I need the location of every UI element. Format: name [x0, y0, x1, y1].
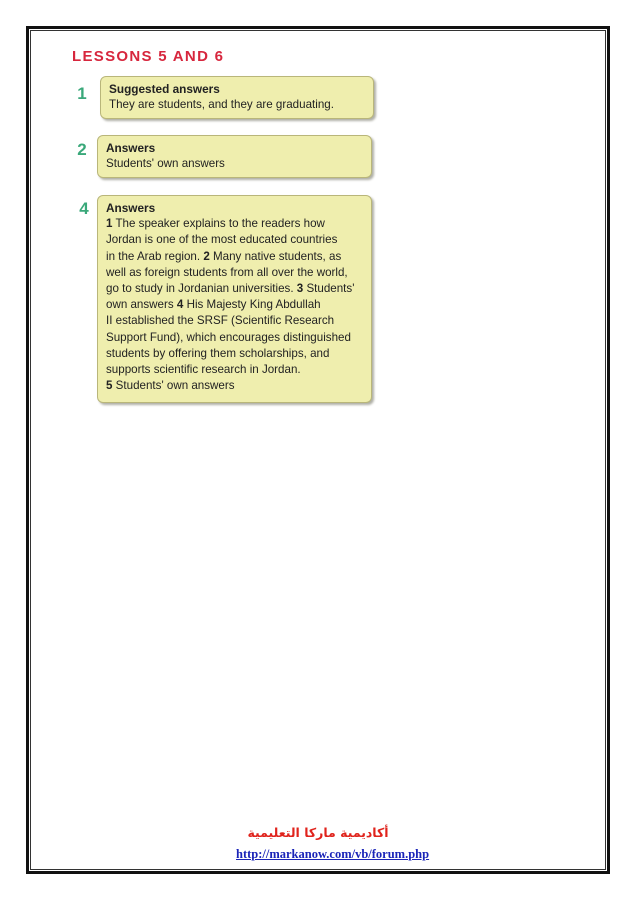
- answer-text: Many native students, as: [209, 249, 342, 263]
- sub-answer-number: 2: [203, 249, 210, 263]
- answer-line: students by offering them scholarships, and: [106, 346, 330, 360]
- sub-answer-number: 3: [296, 282, 304, 296]
- item-number-1: 1: [77, 84, 87, 103]
- answer-line: They are students, and they are graduating.: [109, 98, 334, 112]
- answer-line: Students' own answers: [106, 157, 225, 171]
- sub-answer-number: 5: [106, 379, 113, 393]
- answer-text: Students': [303, 282, 355, 296]
- answer-line: supports scientific research in Jordan.: [106, 363, 301, 377]
- answer-heading-2: Answers: [106, 141, 156, 155]
- answer-box-2: [97, 135, 372, 178]
- answer-line: Support Fund), which encourages distinguished: [106, 330, 351, 344]
- footer-forum-link[interactable]: http://markanow.com/vb/forum.php: [236, 847, 430, 861]
- answer-heading-1: Suggested answers: [109, 82, 220, 96]
- answer-line: [106, 297, 363, 313]
- answer-text: in the Arab region.: [106, 249, 204, 263]
- answer-text: go to study in Jordanian universities.: [106, 282, 297, 296]
- answer-line: [106, 249, 363, 265]
- item-number-4: 4: [79, 199, 89, 218]
- answer-box-1: [100, 76, 374, 119]
- answer-line: [106, 281, 363, 297]
- answer-box-4: [97, 195, 372, 403]
- answer-text: own answers: [106, 298, 177, 312]
- sub-answer-number: 4: [176, 298, 184, 312]
- answer-line: Jordan is one of the most educated countries: [106, 233, 338, 247]
- answer-line: [106, 216, 363, 232]
- answer-line: [106, 378, 363, 394]
- answer-line: II established the SRSF (Scientific Research: [106, 314, 335, 328]
- footer-academy-name: أكاديمية ماركا التعليمية: [247, 825, 389, 840]
- answer-heading-4: Answers: [106, 201, 156, 215]
- answer-text: Students' own answers: [112, 379, 235, 393]
- answer-line: well as foreign students from all over the world,: [106, 265, 348, 279]
- item-number-2: 2: [77, 140, 87, 159]
- sub-answer-number: 1: [106, 217, 113, 231]
- section-title: LESSONS 5 AND 6: [72, 48, 225, 65]
- answer-text: The speaker explains to the readers how: [112, 217, 325, 231]
- answer-text: His Majesty King Abdullah: [183, 298, 321, 312]
